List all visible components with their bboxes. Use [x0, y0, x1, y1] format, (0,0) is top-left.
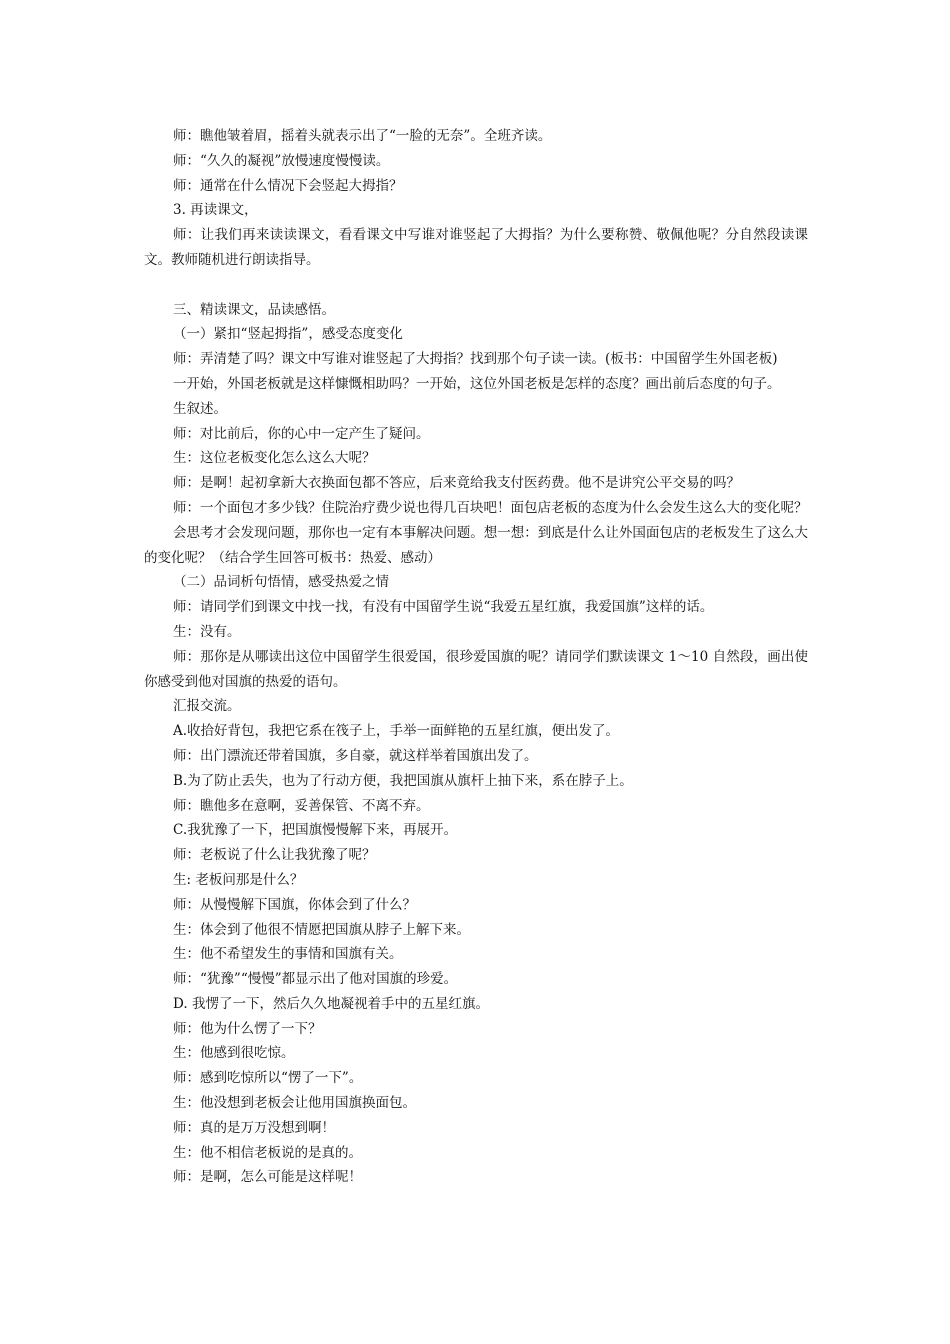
paragraph: 师：感到吃惊所以“愣了一下”。: [173, 1070, 363, 1087]
paragraph: 生：他感到很吃惊。: [173, 1045, 295, 1062]
paragraph: 生：这位老板变化怎么这么大呢？: [173, 450, 376, 467]
paragraph: 师：是啊，怎么可能是这样呢！: [173, 1169, 363, 1186]
paragraph: 生：体会到了他很不情愿把国旗从脖子上解下来。: [173, 921, 471, 938]
paragraph: 会思考才会发现问题，那你也一定有本事解决问题。想一想：到底是什么让外国面包店的老板发生了这么大的变化呢？（结合学生回答可板书：热爱、感动）: [144, 524, 808, 566]
paragraph: 师：对比前后，你的心中一定产生了疑问。: [173, 425, 430, 442]
paragraph: 师：“犹豫”“慢慢”都显示出了他对国旗的珍爱。: [173, 971, 458, 988]
paragraph: 师：弄清楚了吗？课文中写谁对谁竖起了大拇指？找到那个句子读一读。(板书：中国留学生外国老板): [173, 351, 778, 368]
paragraph: 生: 老板问那是什么？: [173, 871, 304, 888]
quote-item: A.收拾好背包，我把它系在筏子上，手举一面鲜艳的五星红旗，便出发了。: [173, 723, 620, 740]
paragraph: 师：从慢慢解下国旗，你体会到了什么？: [173, 896, 417, 913]
paragraph: 师：瞧他皱着眉，摇着头就表示出了“一脸的无奈”。全班齐读。: [173, 128, 552, 144]
paragraph: 师：让我们再来读读课文，看看课文中写谁对谁竖起了大拇指？为什么要称赞、敬佩他呢？分自然段读课文。教师随机进行朗读指导。: [144, 227, 808, 268]
paragraph: 师：那你是从哪读出这位中国留学生很爱国，很珍爱国旗的呢？请同学们默读课文 1～10 自然段，画出使你感受到他对国旗的热爱的语句。: [144, 648, 808, 690]
paragraph: 师：出门漂流还带着国旗，多自豪，就这样举着国旗出发了。: [173, 747, 538, 764]
paragraph: 师：真的是万万没想到啊！: [173, 1119, 336, 1136]
section-heading: 三、精读课文，品读感悟。: [173, 301, 336, 318]
paragraph: 师：是啊！起初拿新大衣换面包都不答应，后来竟给我支付医药费。他不是讲究公平交易的吗？: [173, 475, 741, 492]
quote-item: C.我犹豫了一下，把国旗慢慢解下来，再展开。: [173, 822, 458, 839]
paragraph: 师：一个面包才多少钱？住院治疗费少说也得几百块吧！面包店老板的态度为什么会发生这么大的变化呢？: [173, 499, 808, 516]
paragraph: 生：他没想到老板会让他用国旗换面包。: [173, 1095, 417, 1112]
paragraph: 师：通常在什么情况下会竖起大拇指？: [173, 177, 403, 194]
paragraph: 师：瞧他多在意啊，妥善保管、不离不弃。: [173, 797, 430, 814]
paragraph: 3. 再读课文，: [173, 202, 258, 219]
paragraph: 生叙述。: [173, 400, 228, 417]
paragraph: 汇报交流。: [173, 698, 241, 715]
quote-item: B.为了防止丢失，也为了行动方便，我把国旗从旗杆上抽下来，系在脖子上。: [173, 772, 633, 789]
paragraph: 一开始，外国老板就是这样慷慨相助吗？一开始，这位外国老板是怎样的态度？画出前后态度的句子。: [173, 375, 781, 392]
paragraph: 生：没有。: [173, 623, 241, 640]
paragraph: 师：老板说了什么让我犹豫了呢？: [173, 847, 376, 864]
paragraph: 师：请同学们到课文中找一找，有没有中国留学生说“我爱五星红旗，我爱国旗”这样的话。: [173, 599, 714, 616]
paragraph: 生：他不相信老板说的是真的。: [173, 1144, 363, 1161]
subsection-heading: （二）品词析句悟情，感受热爱之情: [173, 574, 390, 591]
paragraph: 师：“久久的凝视”放慢速度慢慢读。: [173, 152, 390, 169]
paragraph: 师：他为什么愣了一下？: [173, 1020, 322, 1037]
subsection-heading: （一）紧扣“竖起拇指”，感受态度变化: [173, 326, 403, 343]
paragraph: 生：他不希望发生的事情和国旗有关。: [173, 946, 403, 963]
document-body: [144, 124, 808, 1190]
quote-item: D. 我愣了一下，然后久久地凝视着手中的五星红旗。: [173, 995, 489, 1012]
blank-line: [144, 273, 808, 298]
